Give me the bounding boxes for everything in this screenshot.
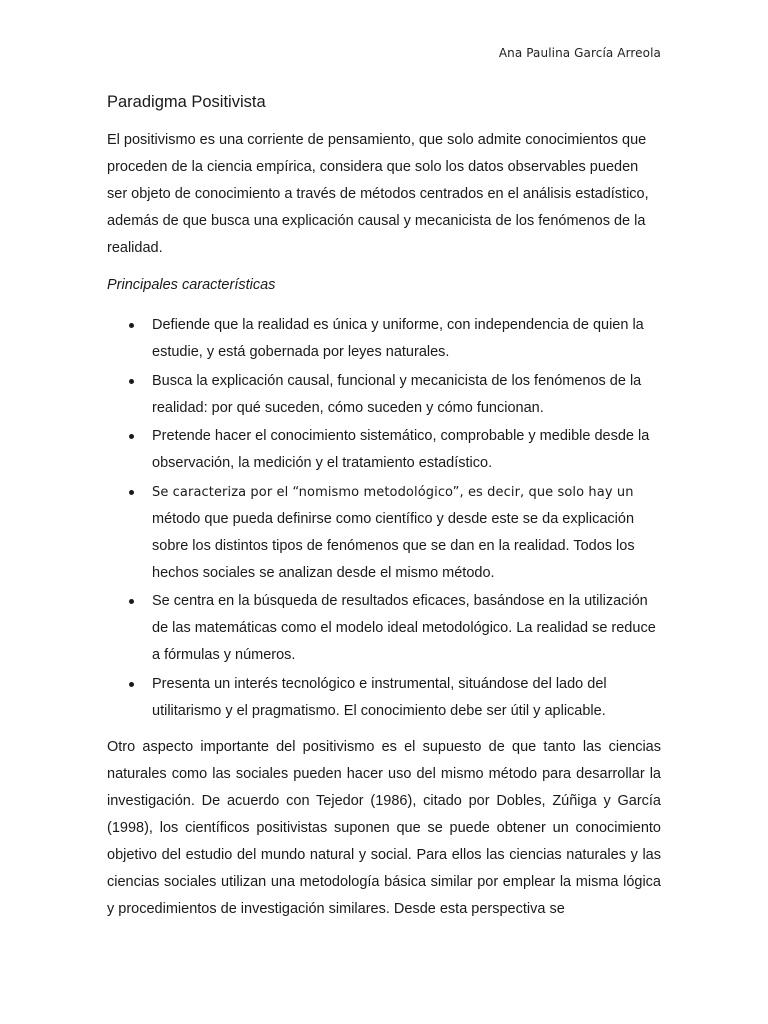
list-item-text: Se centra en la búsqueda de resultados eficaces, basándose en la utilización de las matemáticas como el modelo ideal metodológico. La realidad se reduce a fórmulas y números. (152, 593, 656, 663)
list-item (107, 368, 661, 422)
list-item-text: Pretende hacer el conocimiento sistemático, comprobable y medible desde la observación, la medición y el tratamiento estadístico. (152, 428, 650, 471)
list-item (107, 423, 661, 477)
list-item-text: método que pueda definirse como científico y desde este se da explicación sobre los distintos tipos de fenómenos que se dan en la realidad. Todos los hechos sociales se analizan desde el mismo método. (152, 510, 635, 581)
bullet-icon (129, 599, 134, 604)
characteristics-list (107, 312, 661, 725)
list-item (107, 479, 661, 587)
closing-paragraph: Otro aspecto importante del positivismo es el supuesto de que tanto las ciencias naturales como las sociales pueden hacer uso del mismo método para desarrollar la investigación. De acuerdo con Tejedor (1986), citado por Dobles, Zúñiga y García (1998), los científicos positivistas suponen que se puede obtener un conocimiento objetivo del estudio del mundo natural y social. Para ellos las ciencias naturales y las ciencias sociales utilizan una metodología básica similar por emplear la misma lógica y procedimientos de investigación similares. Desde esta perspectiva se (107, 738, 661, 917)
list-item-lead-text: Se caracteriza por el “nomismo metodológico”, es decir, que solo hay un (152, 484, 634, 500)
bullet-icon (129, 434, 134, 439)
bullet-icon (129, 490, 134, 495)
intro-paragraph: El positivismo es una corriente de pensamiento, que solo admite conocimientos que proceden de la ciencia empírica, considera que solo los datos observables pueden ser objeto de conocimiento a través de métodos centrados en el análisis estadístico, además de que busca una explicación causal y mecanicista de los fenómenos de la realidad. (107, 132, 649, 256)
list-item-text: Busca la explicación causal, funcional y mecanicista de los fenómenos de la realidad: por qué suceden, cómo suceden y cómo funcionan. (152, 372, 642, 416)
document-body (107, 90, 661, 923)
list-item (107, 588, 661, 669)
bullet-icon (129, 323, 134, 328)
section-subheading: Principales características (107, 277, 276, 293)
list-item (107, 312, 661, 366)
author-name: Ana Paulina García Arreola (498, 46, 661, 60)
list-item-text: Defiende que la realidad es única y uniforme, con independencia de quien la estudie, y está gobernada por leyes naturales. (152, 317, 644, 360)
bullet-icon (129, 682, 134, 687)
list-item (107, 671, 661, 725)
list-item-text: Presenta un interés tecnológico e instrumental, situándose del lado del utilitarismo y el pragmatismo. El conocimiento debe ser útil y aplicable. (152, 675, 607, 719)
bullet-icon (129, 379, 134, 384)
page-title: Paradigma Positivista (107, 93, 266, 111)
